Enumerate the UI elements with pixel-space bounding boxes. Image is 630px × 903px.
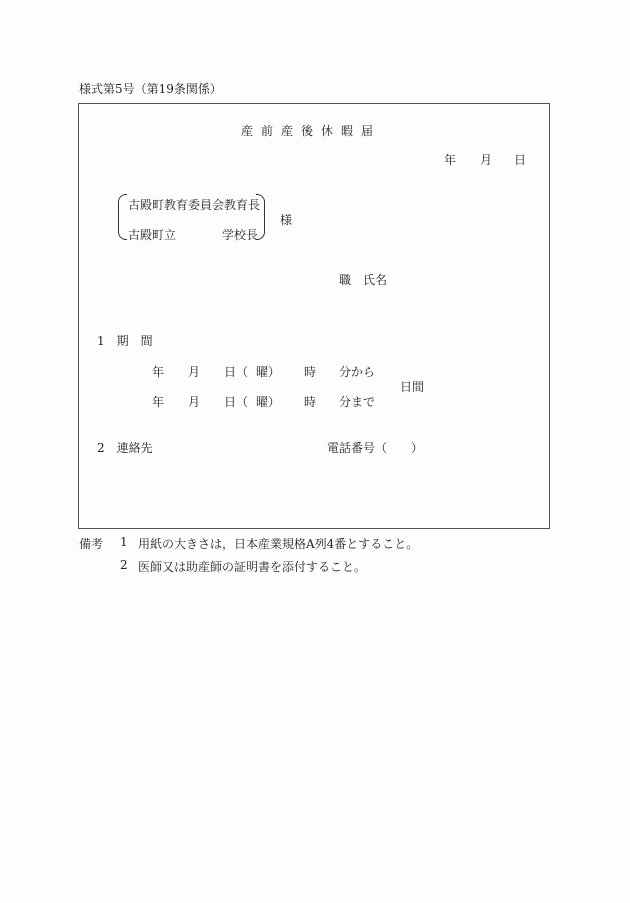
- left-bracket: [118, 194, 127, 240]
- remarks-label: 備考: [79, 537, 104, 551]
- remarks-item2: 医師又は助産師の証明書を添付すること。: [138, 560, 367, 574]
- remarks-item1: 用紙の大きさは，日本産業規格A列4番とすること。: [138, 537, 419, 551]
- period-days: 日間: [400, 380, 425, 394]
- period-from-minute: 分から: [339, 365, 376, 379]
- period-to-minute: 分まで: [339, 395, 376, 409]
- period-section-label: 1 期 間: [97, 334, 153, 348]
- period-from-day: 日（: [224, 365, 249, 379]
- period-from-month: 月: [188, 365, 201, 379]
- contact-phone-label: 電話番号（ ）: [327, 441, 424, 455]
- period-to-hour: 時: [304, 395, 317, 409]
- applicant-name-label: 職 氏名: [339, 273, 388, 287]
- date-day: 日: [514, 153, 527, 167]
- addressee-line2-suffix: 学校長: [222, 228, 259, 242]
- date-year: 年: [444, 153, 457, 167]
- period-from-year: 年: [152, 365, 165, 379]
- period-to-day: 日（: [224, 395, 249, 409]
- addressee-honorific: 様: [280, 213, 293, 227]
- addressee-line2-prefix: 古殿町立: [128, 228, 177, 242]
- period-to-year: 年: [152, 395, 165, 409]
- remarks-item2-number: 2: [120, 558, 128, 572]
- period-to-weekday: 曜）: [256, 395, 281, 409]
- form-title: 産前産後休暇届: [241, 124, 382, 138]
- date-month: 月: [480, 153, 493, 167]
- period-to-month: 月: [188, 395, 201, 409]
- period-from-weekday: 曜）: [256, 365, 281, 379]
- form-label: 様式第5号（第19条関係）: [79, 82, 222, 96]
- addressee-line1: 古殿町教育委員会教育長: [128, 198, 261, 212]
- remarks-item1-number: 1: [120, 535, 128, 549]
- period-from-hour: 時: [304, 365, 317, 379]
- contact-section-label: 2 連絡先: [97, 441, 153, 455]
